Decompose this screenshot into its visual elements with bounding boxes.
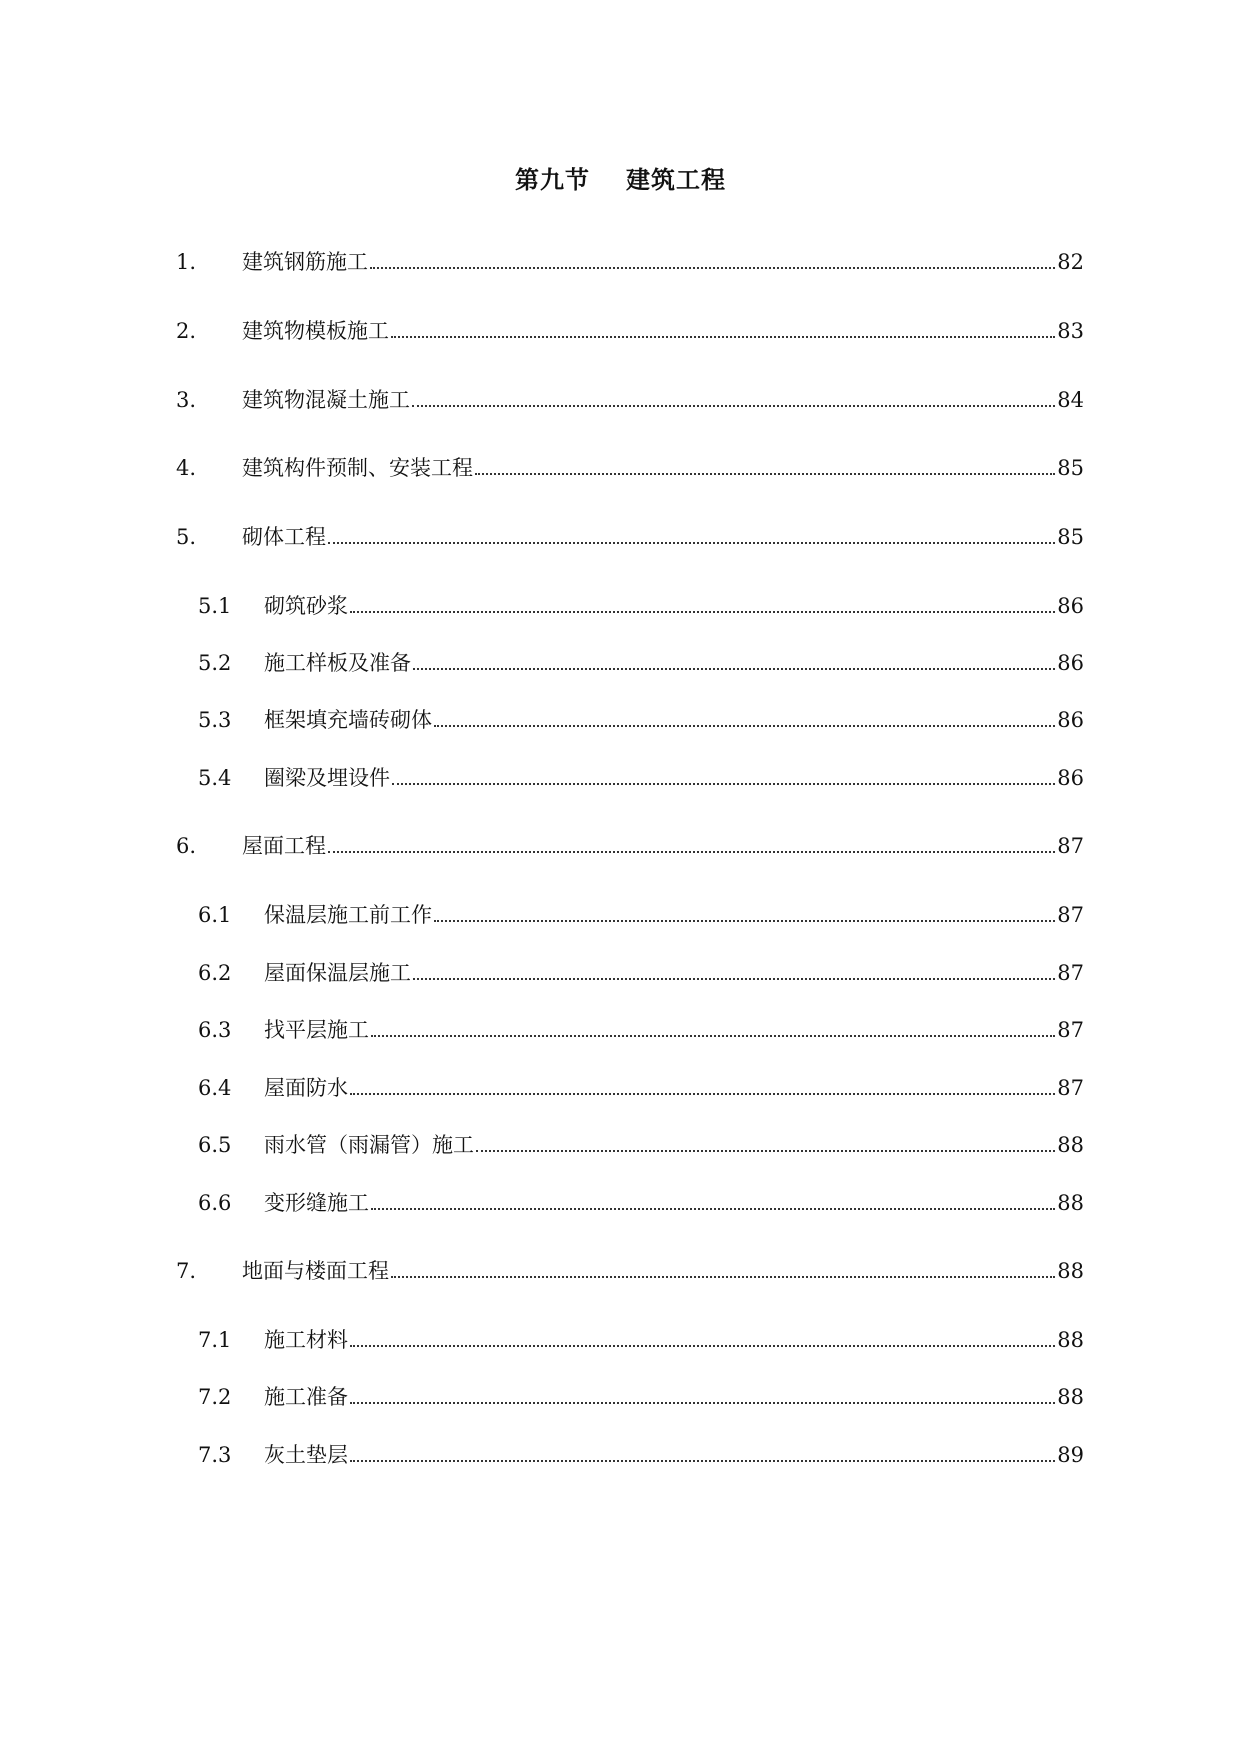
- toc-entry-title: 建筑构件预制、安装工程: [242, 456, 473, 480]
- dot-leader: [350, 610, 1055, 613]
- dot-leader: [371, 1207, 1055, 1210]
- toc-entry-number: 5.4: [198, 766, 232, 790]
- toc-entry-page: 87: [1057, 903, 1084, 927]
- toc-entry-page: 83: [1057, 319, 1084, 343]
- toc-entry-page: 88: [1057, 1328, 1084, 1352]
- toc-entry-page: 86: [1057, 594, 1084, 618]
- toc-entry[interactable]: [176, 453, 1084, 483]
- toc-entry[interactable]: [198, 1440, 1084, 1470]
- toc-entry-title: 施工准备: [264, 1385, 348, 1409]
- toc-entry[interactable]: [198, 705, 1084, 735]
- toc-entry-number: 4.: [176, 456, 197, 480]
- toc-entry-page: 84: [1057, 388, 1084, 412]
- toc-entry[interactable]: [176, 385, 1084, 415]
- toc-entry-number: 2.: [176, 319, 197, 343]
- dot-leader: [412, 404, 1055, 407]
- toc-entry[interactable]: [198, 1188, 1084, 1218]
- toc-entry-number: 7.2: [198, 1385, 232, 1409]
- toc-entry-page: 86: [1057, 766, 1084, 790]
- toc-entry-title: 雨水管（雨漏管）施工: [264, 1133, 474, 1157]
- toc-entry-title: 施工样板及准备: [264, 651, 411, 675]
- toc-entry-title: 砌体工程: [242, 525, 326, 549]
- toc-entry-title: 屋面工程: [242, 834, 326, 858]
- toc-entry-title: 变形缝施工: [264, 1191, 369, 1215]
- toc-entry[interactable]: [176, 831, 1084, 861]
- toc-entry[interactable]: [198, 958, 1084, 988]
- toc-entry-page: 88: [1057, 1133, 1084, 1157]
- toc-entry[interactable]: [198, 1382, 1084, 1412]
- toc-entry-number: 6.3: [198, 1018, 232, 1042]
- toc-entry-number: 6.4: [198, 1076, 232, 1100]
- toc-entry-page: 88: [1057, 1259, 1084, 1283]
- toc-entry-title: 建筑物模板施工: [242, 319, 389, 343]
- dot-leader: [370, 266, 1055, 269]
- toc-entry-page: 86: [1057, 651, 1084, 675]
- section-number: 第九节: [515, 165, 590, 194]
- dot-leader: [413, 977, 1055, 980]
- toc-entry[interactable]: [176, 522, 1084, 552]
- toc-entry[interactable]: [198, 648, 1084, 678]
- toc-entry-page: 89: [1057, 1443, 1084, 1467]
- toc-entry-title: 框架填充墙砖砌体: [264, 708, 432, 732]
- dot-leader: [328, 541, 1055, 544]
- toc-entry-number: 5.2: [198, 651, 232, 675]
- toc-entry-title: 砌筑砂浆: [264, 594, 348, 618]
- dot-leader: [350, 1092, 1055, 1095]
- dot-leader: [434, 724, 1055, 727]
- toc-entry-page: 87: [1057, 1076, 1084, 1100]
- toc-entry-title: 施工材料: [264, 1328, 348, 1352]
- toc-entry-page: 88: [1057, 1191, 1084, 1215]
- toc-entry-title: 屋面保温层施工: [264, 961, 411, 985]
- toc-entry[interactable]: [176, 1256, 1084, 1286]
- toc-entry-page: 87: [1057, 834, 1084, 858]
- toc-entry-title: 圈梁及埋设件: [264, 766, 390, 790]
- dot-leader: [371, 1034, 1055, 1037]
- toc-entry-number: 6.2: [198, 961, 232, 985]
- dot-leader: [391, 335, 1055, 338]
- dot-leader: [475, 472, 1055, 475]
- dot-leader: [434, 919, 1055, 922]
- toc-entry[interactable]: [198, 1325, 1084, 1355]
- toc-entry-page: 85: [1057, 525, 1084, 549]
- toc-entry-number: 7.3: [198, 1443, 232, 1467]
- dot-leader: [350, 1344, 1055, 1347]
- toc-entry[interactable]: [176, 247, 1084, 277]
- toc-entry-title: 保温层施工前工作: [264, 903, 432, 927]
- dot-leader: [328, 850, 1055, 853]
- toc-entry[interactable]: [198, 1073, 1084, 1103]
- toc-entry[interactable]: [198, 1130, 1084, 1160]
- toc-entry-page: 86: [1057, 708, 1084, 732]
- toc-entry-number: 3.: [176, 388, 197, 412]
- toc-entry-page: 87: [1057, 961, 1084, 985]
- toc-entry-page: 85: [1057, 456, 1084, 480]
- toc-entry-page: 88: [1057, 1385, 1084, 1409]
- toc-entry-title: 地面与楼面工程: [242, 1259, 389, 1283]
- toc-entry-number: 5.: [176, 525, 197, 549]
- toc-entry-number: 6.5: [198, 1133, 232, 1157]
- toc-entry[interactable]: [198, 763, 1084, 793]
- toc-entry-number: 6.6: [198, 1191, 232, 1215]
- dot-leader: [350, 1459, 1055, 1462]
- toc-entry-number: 5.1: [198, 594, 232, 618]
- toc-entry-number: 5.3: [198, 708, 232, 732]
- toc-entry-title: 找平层施工: [264, 1018, 369, 1042]
- dot-leader: [392, 782, 1055, 785]
- toc-entry[interactable]: [176, 316, 1084, 346]
- toc-entry-number: 1.: [176, 250, 197, 274]
- section-title: 建筑工程: [626, 165, 726, 194]
- dot-leader: [476, 1149, 1055, 1152]
- toc-entry[interactable]: [198, 900, 1084, 930]
- toc-entry-title: 灰土垫层: [264, 1443, 348, 1467]
- dot-leader: [391, 1275, 1055, 1278]
- toc-entry[interactable]: [198, 591, 1084, 621]
- toc-entry[interactable]: [198, 1015, 1084, 1045]
- toc-entry-number: 6.: [176, 834, 197, 858]
- toc-entry-number: 7.: [176, 1259, 197, 1283]
- toc-entry-page: 82: [1057, 250, 1084, 274]
- toc-entry-title: 建筑钢筋施工: [242, 250, 368, 274]
- toc-entry-page: 87: [1057, 1018, 1084, 1042]
- toc-entry-number: 7.1: [198, 1328, 232, 1352]
- toc-entry-title: 建筑物混凝土施工: [242, 388, 410, 412]
- dot-leader: [350, 1401, 1055, 1404]
- toc-entry-number: 6.1: [198, 903, 232, 927]
- dot-leader: [413, 667, 1055, 670]
- toc-entry-title: 屋面防水: [264, 1076, 348, 1100]
